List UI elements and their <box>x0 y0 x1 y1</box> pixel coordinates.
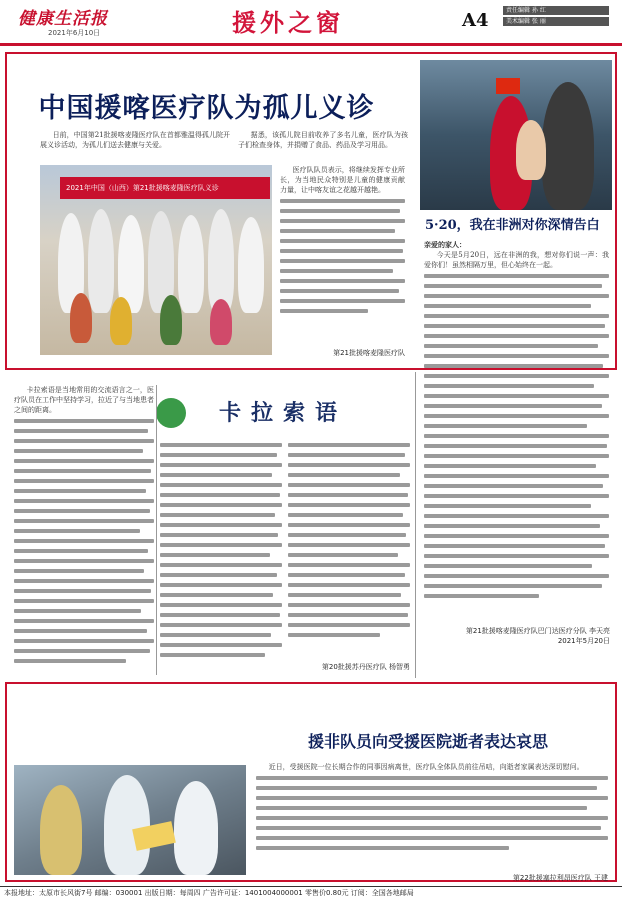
lead-headline: 中国援喀医疗队为孤儿义诊 <box>38 93 375 124</box>
side-date: 2021年5月20日 <box>557 637 610 645</box>
lead-intro-col-2 <box>238 130 408 162</box>
kalaliyu-title: 卡拉索语 <box>168 396 398 436</box>
side-salutation: 亲爱的家人： <box>424 240 466 249</box>
kalaliyu-body: 卡拉索语是当地常用的交流语言之一，医疗队员在工作中坚持学习，拉近了与当地患者之间的距离。 <box>14 386 154 414</box>
lead-intro-col-1 <box>40 130 230 162</box>
lead-intro-2: 据悉，该孤儿院目前收养了多名儿童，医疗队为孩子们检查身体，并捐赠了食品、药品及学习用品。 <box>238 131 408 149</box>
issue-date: 2021年6月10日 <box>48 29 101 37</box>
editor-credits <box>503 6 609 28</box>
condolence-col <box>256 762 608 874</box>
lead-credit: 第21批援喀麦隆医疗队 <box>333 349 405 357</box>
column-logo-icon <box>156 398 186 428</box>
page-header <box>0 0 622 46</box>
kalaliyu-col-2 <box>160 440 282 670</box>
side-byline: 第21批援喀麦隆医疗队巴门达医疗分队 李天亮 <box>465 627 610 635</box>
masthead: 健康生活报 <box>18 9 108 29</box>
side-story-col <box>424 240 609 620</box>
section-title: 援外之窗 <box>232 8 344 37</box>
page-footer: 本报地址：太原市长风街7号 邮编：030001 出版日期：每周四 广告许可证：1401004000001 零售价0.80元 订阅：全国各地邮局 <box>0 886 622 900</box>
page-number: A4 <box>462 10 489 31</box>
kalaliyu-byline: 第20批援苏丹医疗队 杨智勇 <box>321 663 410 671</box>
kalaliyu-col-1 <box>14 385 154 670</box>
condolence-byline: 第22批援塞拉利昂医疗队 王建 <box>512 874 608 882</box>
condolence-body: 近日，受援医院一位长期合作的同事因病离世，医疗队全体队员前往吊唁，向逝者家属表达深切慰问。 <box>268 763 584 771</box>
lead-body-col <box>280 165 405 350</box>
column-divider <box>156 385 157 675</box>
family-photo <box>420 60 612 210</box>
lead-body: 医疗队队员表示，将继续发挥专业所长，为当地民众特别是儿童的健康贡献力量，让中喀友谊之花越开越艳。 <box>280 166 405 194</box>
event-banner: 2021年中国（山西）第21批援喀麦隆医疗队义诊 <box>60 177 270 199</box>
side-body: 今天是5月20日，远在非洲的我，想对你们说一声：我爱你们！虽然相隔万里，但心始终在一起。 <box>424 251 609 269</box>
condolence-title: 援非队员向受援医院逝者表达哀思 <box>308 732 549 751</box>
column-divider <box>415 372 416 678</box>
group-photo <box>40 165 272 355</box>
lead-intro: 日前，中国第21批援喀麦隆医疗队在首都雅温得孤儿院开展义诊活动，为孤儿们送去健康与关爱。 <box>40 131 230 149</box>
side-story-title: 5·20，我在非洲对你深情告白 <box>425 218 600 233</box>
editor-line: 责任编辑 孙 红 <box>503 6 609 15</box>
hospital-photo <box>14 765 246 875</box>
kalaliyu-col-3 <box>288 440 410 660</box>
editor-line: 美术编辑 张 丽 <box>503 17 609 26</box>
